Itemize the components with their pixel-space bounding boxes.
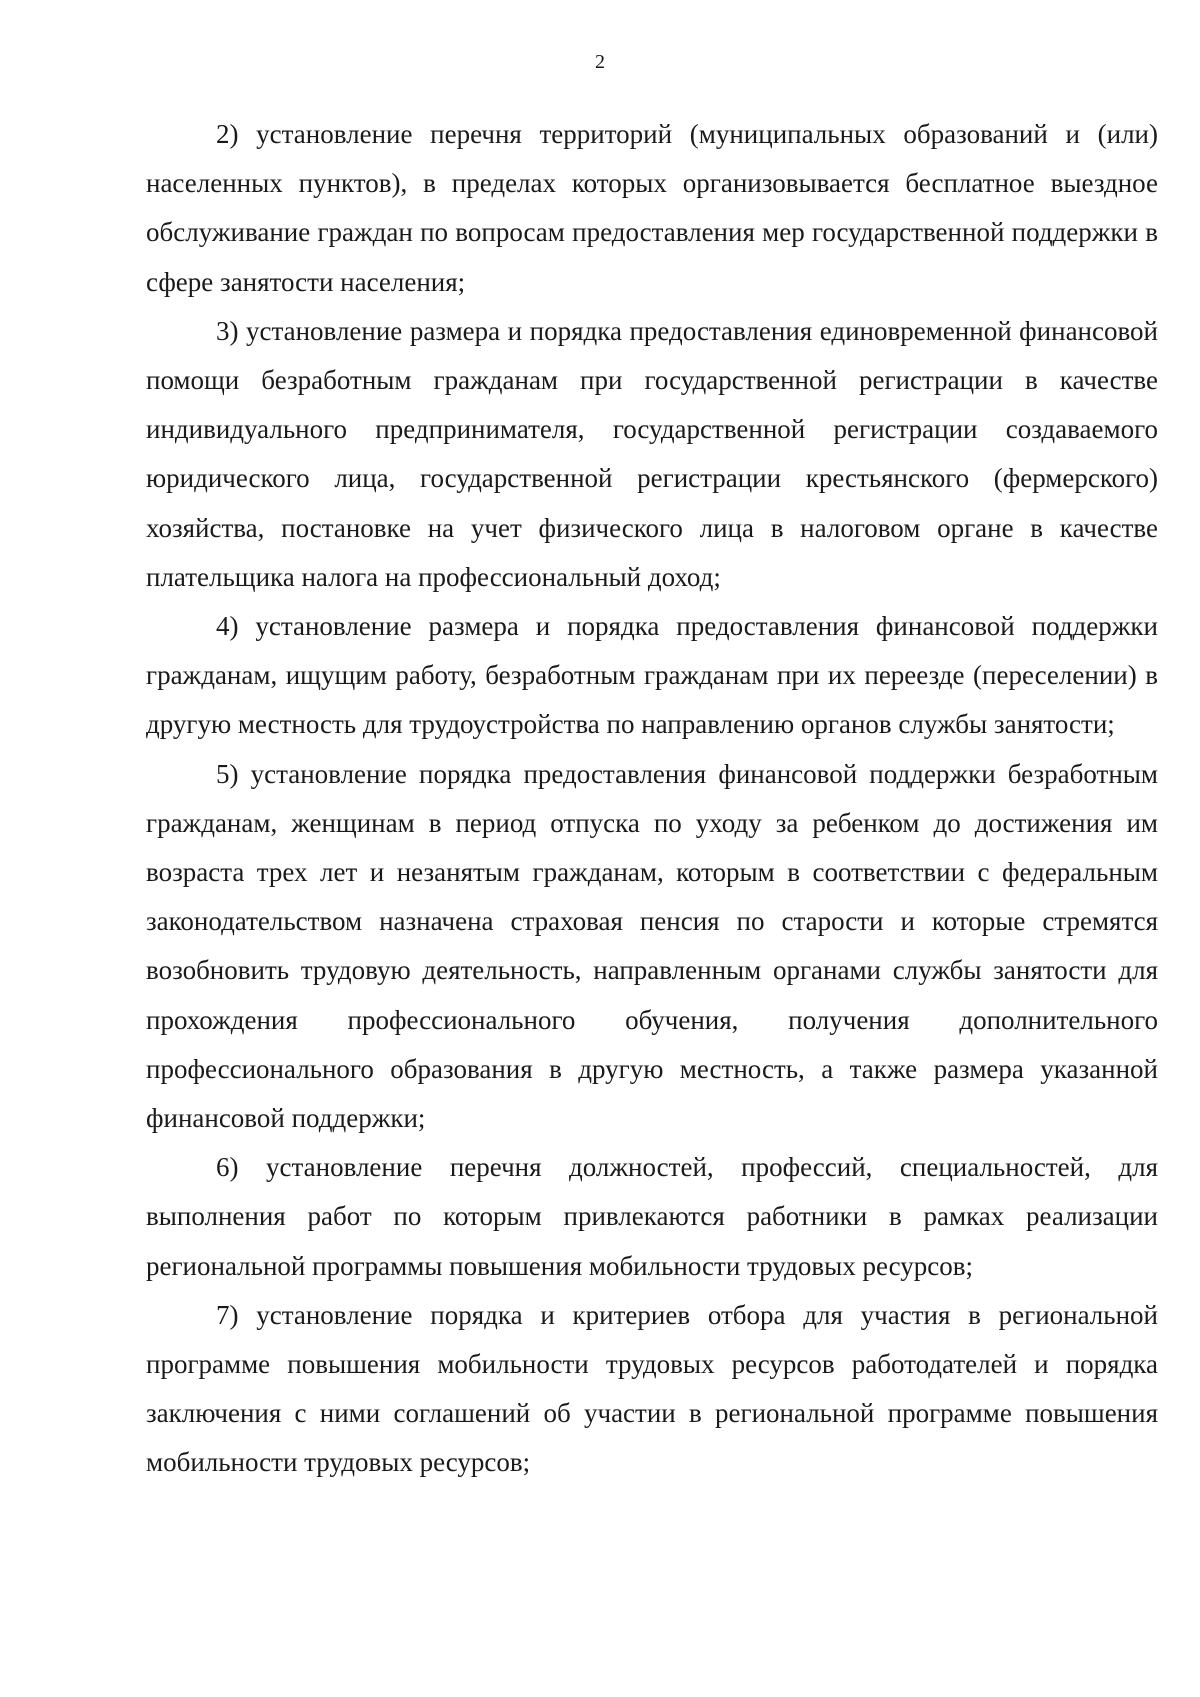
paragraph-item-2: 2) установление перечня территорий (муниципальных образований и (или) населенных пунктов), в пределах которых организовывается бесплатное выездное обслуживание граждан по вопросам предоставления мер государственной поддержки в сфере занятости населения; [146, 119, 1158, 297]
paragraph-item-6: 6) установление перечня должностей, профессий, специальностей, для выполнения работ по которым привлекаются работники в рамках реализации региональной программы повышения мобильности трудовых ресурсов; [146, 1152, 1158, 1281]
paragraph-item-7: 7) установление порядка и критериев отбора для участия в региональной программе повышения мобильности трудовых ресурсов работодателей и порядка заключения с ними соглашений об участии в региональной программе повышения мобильности трудовых ресурсов; [146, 1299, 1158, 1478]
paragraph-item-4: 4) установление размера и порядка предоставления финансовой поддержки гражданам, ищущим работу, безработным гражданам при их переезде (переселении) в другую местность для трудоустройства по направлению органов службы занятости; [146, 611, 1158, 740]
page-number: 2 [595, 51, 605, 73]
paragraph-item-5: 5) установление порядка предоставления финансовой поддержки безработным гражданам, женщинам в период отпуска по уходу за ребенком до достижения им возраста трех лет и незанятым гражданам, которым в соответствии с федеральным законодательством назначена страховая пенсия по старости и которые стремятся возобновить трудовую деятельность, направленным органами службы занятости для прохождения профессионального обучения, получения дополнительного профессионального образования в другую местность, а также размера указанной финансовой поддержки; [146, 758, 1158, 1134]
paragraph-item-3: 3) установление размера и порядка предоставления единовременной финансовой помощи безработным гражданам при государственной регистрации в качестве индивидуального предпринимателя, государственной регистрации создаваемого юридического лица, государственной регистрации крестьянского (фермерского) хозяйства, постановке на учет физического лица в налоговом органе в качестве плательщика налога на профессиональный доход; [146, 315, 1158, 592]
document-body [146, 110, 1158, 1488]
